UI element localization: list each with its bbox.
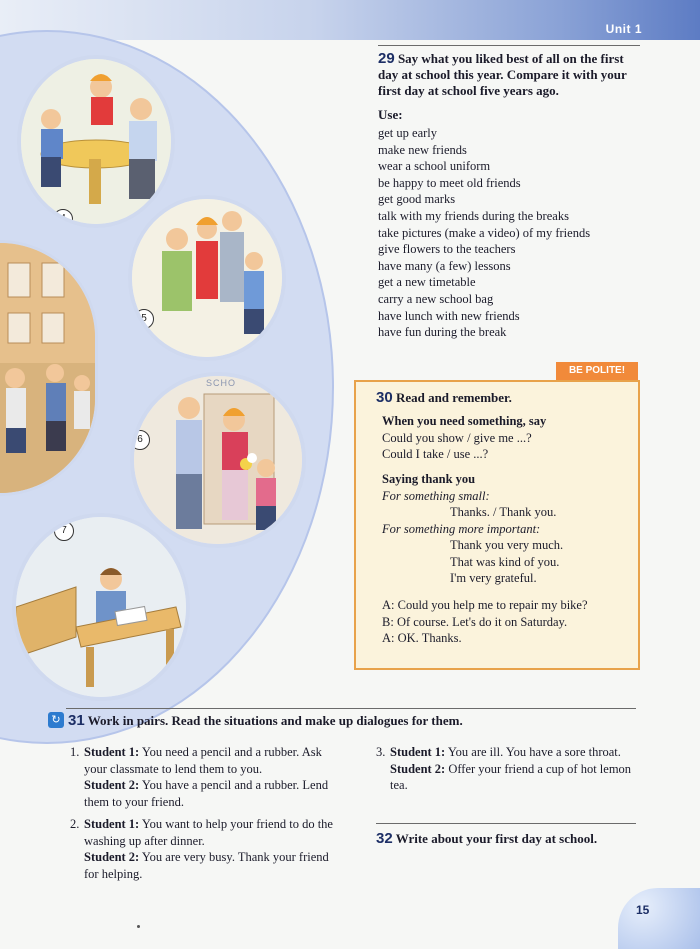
dialogue-line: [382, 597, 632, 614]
exercise-number: 32: [376, 830, 393, 847]
need-heading: When you need something, say: [382, 414, 547, 428]
speaker: B:: [382, 614, 394, 629]
dialogue-text: Of course. Let's do it on Saturday.: [396, 614, 568, 629]
be-polite-tag: BE POLITE!: [556, 362, 638, 380]
page-corner-decoration: [618, 888, 700, 949]
student-label: Student 1:: [390, 745, 446, 759]
speaker: A:: [382, 631, 395, 645]
pair-work-icon: ↻: [48, 712, 64, 728]
student-label: Student 2:: [390, 761, 446, 776]
situation-text: You are very busy. Thank your friend for helping.: [84, 850, 329, 881]
student-label: Student 1:: [84, 745, 140, 759]
exercise-instruction-text: Read and remember.: [395, 390, 512, 405]
list-item: be happy to meet old friends: [378, 175, 521, 190]
list-item: have fun during the break: [378, 325, 507, 340]
situation-number: 2.: [70, 817, 80, 831]
exercise-instruction-text: Say what you liked best of all on the first day at school this year. Compare it with your first day at school five years ago.: [378, 51, 627, 98]
situation-number: 1.: [70, 745, 80, 759]
exercise-30-instruction: [376, 389, 512, 406]
situation-text: You are ill. You have a sore throat.: [447, 745, 621, 759]
situation-text: You need a pencil and a rubber. Ask your classmate to lend them to you.: [84, 745, 322, 776]
illustration-school-entrance: [130, 372, 306, 548]
list-item: have lunch with new friends: [378, 308, 520, 323]
list-item: get good marks: [378, 192, 456, 207]
divider: [376, 823, 636, 824]
dialogue: [382, 597, 632, 647]
illustration-family-breakfast: [17, 55, 175, 228]
list-item: get a new timetable: [378, 275, 476, 290]
need-section: [382, 413, 546, 463]
divider: [66, 708, 636, 709]
exercise-instruction-text: Work in pairs. Read the situations and make up dialogues for them.: [87, 713, 463, 728]
header-band: [0, 0, 700, 40]
exercise-number: 30: [376, 389, 393, 406]
illustration-number: 7: [54, 521, 74, 541]
list-item: give flowers to the teachers: [378, 242, 516, 257]
unit-label: Unit 1: [605, 22, 642, 36]
list-item: get up early: [378, 126, 438, 140]
use-label: Use:: [378, 107, 403, 122]
list-item: carry a new school bag: [378, 291, 494, 306]
school-sign: SCHO: [206, 378, 237, 388]
illustration-number: 6: [130, 430, 150, 450]
situation-number: 3.: [376, 745, 386, 759]
exercise-number: 31: [68, 712, 85, 729]
small-label: For something small:: [382, 488, 490, 503]
situation-1: [70, 744, 345, 810]
exercise-number: 29: [378, 50, 395, 67]
situation-2: [70, 816, 345, 882]
dialogue-line: [382, 630, 632, 647]
use-phrase-list: [378, 125, 638, 341]
important-phrase: That was kind of you.: [450, 554, 560, 569]
illustration-family-walking: [128, 195, 286, 361]
situation-3: [376, 744, 638, 794]
small-phrase: Thanks. / Thank you.: [450, 505, 557, 519]
list-item: take pictures (make a video) of my friends: [378, 225, 591, 240]
important-phrase: Thank you very much.: [450, 538, 564, 552]
student-label: Student 1:: [84, 817, 140, 831]
illustration-number: 4: [53, 209, 73, 228]
list-item: make new friends: [378, 142, 467, 157]
exercise-32-instruction: [376, 830, 597, 847]
dialogue-text: Could you help me to repair my bike?: [397, 598, 588, 612]
situation-text: You want to help your friend to do the washing up after dinner.: [84, 817, 333, 848]
divider: [378, 45, 640, 46]
thanks-heading: Saying thank you: [382, 472, 476, 486]
print-mark: [137, 925, 140, 928]
dialogue-text: OK. Thanks.: [397, 631, 462, 645]
need-phrase: Could you show / give me ...?: [382, 430, 532, 445]
situation-text: You have a pencil and a rubber. Lend them to your friend.: [84, 778, 329, 809]
thanks-section: [382, 471, 632, 587]
student-label: Student 2:: [84, 778, 140, 792]
exercise-31-instruction: [68, 712, 463, 729]
exercise-29-instruction: [378, 51, 638, 99]
list-item: wear a school uniform: [378, 159, 491, 174]
situation-text: Offer your friend a cup of hot lemon tea.: [390, 761, 632, 792]
illustration-number: 5: [134, 309, 154, 329]
exercise-instruction-text: Write about your first day at school.: [395, 831, 598, 846]
important-phrase: I'm very grateful.: [450, 571, 537, 585]
speaker: A:: [382, 598, 395, 612]
illustration-boy-writing: [12, 513, 190, 701]
dialogue-line: [382, 614, 632, 631]
list-item: talk with my friends during the breaks: [378, 208, 569, 223]
exercise-29: [378, 45, 638, 341]
page-number: 15: [636, 903, 650, 917]
list-item: have many (a few) lessons: [378, 258, 511, 273]
need-phrase: Could I take / use ...?: [382, 447, 489, 461]
important-label: For something more important:: [382, 521, 541, 536]
student-label: Student 2:: [84, 850, 140, 864]
